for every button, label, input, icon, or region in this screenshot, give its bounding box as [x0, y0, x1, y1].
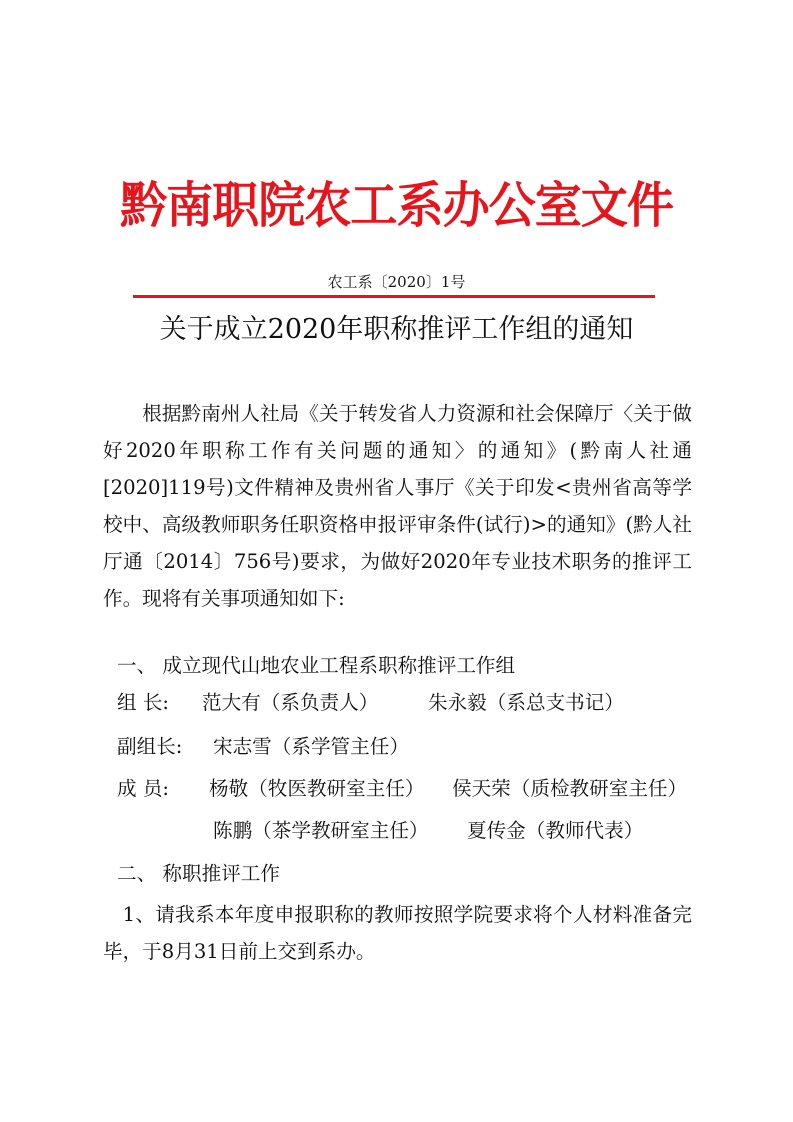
section-1-heading: 一、 成立现代山地农业工程系职称推评工作组: [117, 654, 516, 677]
deputy-label: 副组长:: [117, 735, 183, 758]
intro-paragraph: 根据黔南州人社局《关于转发省人力资源和社会保障厅〈关于做好2020年职称工作有关问题的通知〉的通知》(黔南人社通[2020]119号)文件精神及贵州省人事厅《关于印发<贵州省高等学校中、高级教师职务任职资格申报评审条件(试行)>的通知》(黔人社厅通〔2014〕756号)要求，为做好2020年专业技术职务的推评工作。现将有关事项通知如下:: [103, 402, 692, 610]
document-title: 关于成立2020年职称推评工作组的通知: [159, 314, 634, 345]
leader-label: 组 长:: [117, 691, 170, 714]
member-3: 陈鹏（茶学教研室主任）: [213, 819, 429, 842]
leader-1: 范大有（系负责人）: [202, 691, 379, 714]
document-number: 农工系〔2020〕1号: [327, 273, 466, 291]
member-2: 侯天荣（质检教研室主任）: [452, 777, 688, 800]
red-divider-line: [133, 295, 655, 298]
deputy-1: 宋志雪（系学管主任）: [213, 735, 409, 758]
item-1-paragraph: 1、请我系本年度申报职称的教师按照学院要求将个人材料准备完毕，于8月31日前上交到系办。: [103, 903, 692, 963]
member-1: 杨敬（牧医教研室主任）: [209, 777, 425, 800]
leader-2: 朱永毅（系总支书记）: [428, 691, 624, 714]
members-label: 成 员:: [117, 777, 170, 800]
section-2-heading: 二、 称职推评工作: [117, 862, 280, 885]
masthead: 黔南职院农工系办公室文件: [120, 177, 673, 234]
member-4: 夏传金（教师代表）: [467, 819, 644, 842]
